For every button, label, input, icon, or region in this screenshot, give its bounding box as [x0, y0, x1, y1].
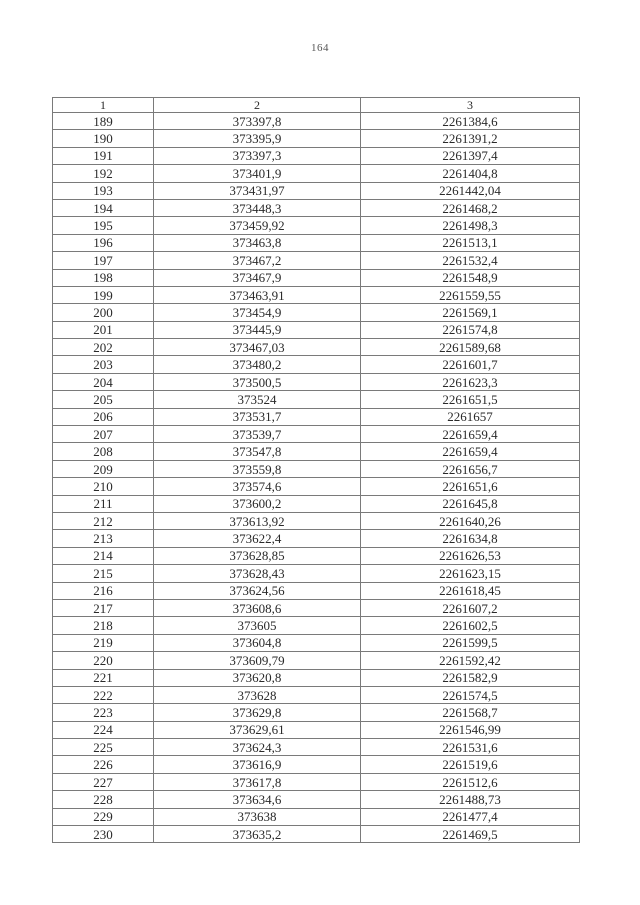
- table-row: [53, 652, 580, 669]
- table-row: [53, 686, 580, 703]
- table-row: [53, 669, 580, 686]
- y-coordinate-cell: 2261640,26: [361, 512, 580, 529]
- x-coordinate-cell: 373397,3: [154, 147, 361, 164]
- point-number-cell: 206: [53, 408, 154, 425]
- point-number-cell: 199: [53, 286, 154, 303]
- table-row: [53, 791, 580, 808]
- table-row: [53, 269, 580, 286]
- x-coordinate-cell: 373531,7: [154, 408, 361, 425]
- table-row: [53, 391, 580, 408]
- y-coordinate-cell: 2261607,2: [361, 599, 580, 616]
- table-row: [53, 339, 580, 356]
- x-coordinate-cell: 373624,3: [154, 739, 361, 756]
- point-number-cell: 220: [53, 652, 154, 669]
- y-coordinate-cell: 2261623,3: [361, 373, 580, 390]
- table-row: [53, 286, 580, 303]
- column-header-2: 2: [154, 98, 361, 113]
- x-coordinate-cell: 373605: [154, 617, 361, 634]
- y-coordinate-cell: 2261599,5: [361, 634, 580, 651]
- y-coordinate-cell: 2261634,8: [361, 530, 580, 547]
- y-coordinate-cell: 2261513,1: [361, 234, 580, 251]
- y-coordinate-cell: 2261574,5: [361, 686, 580, 703]
- x-coordinate-cell: 373454,9: [154, 304, 361, 321]
- y-coordinate-cell: 2261546,99: [361, 721, 580, 738]
- point-number-cell: 218: [53, 617, 154, 634]
- point-number-cell: 230: [53, 826, 154, 843]
- y-coordinate-cell: 2261532,4: [361, 252, 580, 269]
- y-coordinate-cell: 2261442,04: [361, 182, 580, 199]
- table-row: [53, 426, 580, 443]
- x-coordinate-cell: 373604,8: [154, 634, 361, 651]
- table-row: [53, 565, 580, 582]
- point-number-cell: 197: [53, 252, 154, 269]
- x-coordinate-cell: 373539,7: [154, 426, 361, 443]
- column-header-1: 1: [53, 98, 154, 113]
- point-number-cell: 215: [53, 565, 154, 582]
- point-number-cell: 200: [53, 304, 154, 321]
- point-number-cell: 211: [53, 495, 154, 512]
- x-coordinate-cell: 373622,4: [154, 530, 361, 547]
- table-row: [53, 495, 580, 512]
- y-coordinate-cell: 2261512,6: [361, 773, 580, 790]
- table-row: [53, 739, 580, 756]
- x-coordinate-cell: 373624,56: [154, 582, 361, 599]
- x-coordinate-cell: 373629,8: [154, 704, 361, 721]
- y-coordinate-cell: 2261626,53: [361, 547, 580, 564]
- point-number-cell: 208: [53, 443, 154, 460]
- table-row: [53, 773, 580, 790]
- x-coordinate-cell: 373634,6: [154, 791, 361, 808]
- x-coordinate-cell: 373448,3: [154, 199, 361, 216]
- table-row: [53, 165, 580, 182]
- table-row: [53, 130, 580, 147]
- table-body: [53, 113, 580, 843]
- point-number-cell: 191: [53, 147, 154, 164]
- y-coordinate-cell: 2261659,4: [361, 426, 580, 443]
- point-number-cell: 204: [53, 373, 154, 390]
- x-coordinate-cell: 373445,9: [154, 321, 361, 338]
- x-coordinate-cell: 373574,6: [154, 478, 361, 495]
- y-coordinate-cell: 2261488,73: [361, 791, 580, 808]
- point-number-cell: 223: [53, 704, 154, 721]
- point-number-cell: 214: [53, 547, 154, 564]
- point-number-cell: 221: [53, 669, 154, 686]
- y-coordinate-cell: 2261582,9: [361, 669, 580, 686]
- table-row: [53, 443, 580, 460]
- x-coordinate-cell: 373547,8: [154, 443, 361, 460]
- point-number-cell: 202: [53, 339, 154, 356]
- x-coordinate-cell: 373629,61: [154, 721, 361, 738]
- table-row: [53, 599, 580, 616]
- x-coordinate-cell: 373467,9: [154, 269, 361, 286]
- table-row: [53, 512, 580, 529]
- x-coordinate-cell: 373616,9: [154, 756, 361, 773]
- point-number-cell: 228: [53, 791, 154, 808]
- point-number-cell: 225: [53, 739, 154, 756]
- point-number-cell: 198: [53, 269, 154, 286]
- table-row: [53, 478, 580, 495]
- x-coordinate-cell: 373467,2: [154, 252, 361, 269]
- table-row: [53, 826, 580, 843]
- table-row: [53, 634, 580, 651]
- y-coordinate-cell: 2261498,3: [361, 217, 580, 234]
- point-number-cell: 189: [53, 113, 154, 130]
- x-coordinate-cell: 373608,6: [154, 599, 361, 616]
- point-number-cell: 217: [53, 599, 154, 616]
- table-row: [53, 356, 580, 373]
- y-coordinate-cell: 2261568,7: [361, 704, 580, 721]
- point-number-cell: 203: [53, 356, 154, 373]
- point-number-cell: 201: [53, 321, 154, 338]
- y-coordinate-cell: 2261602,5: [361, 617, 580, 634]
- table-row: [53, 321, 580, 338]
- table-row: [53, 408, 580, 425]
- coordinates-table: [52, 97, 580, 843]
- x-coordinate-cell: 373628: [154, 686, 361, 703]
- point-number-cell: 210: [53, 478, 154, 495]
- table-row: [53, 460, 580, 477]
- x-coordinate-cell: 373467,03: [154, 339, 361, 356]
- y-coordinate-cell: 2261548,9: [361, 269, 580, 286]
- point-number-cell: 205: [53, 391, 154, 408]
- point-number-cell: 213: [53, 530, 154, 547]
- point-number-cell: 227: [53, 773, 154, 790]
- x-coordinate-cell: 373617,8: [154, 773, 361, 790]
- table-header: [53, 98, 580, 113]
- point-number-cell: 222: [53, 686, 154, 703]
- point-number-cell: 209: [53, 460, 154, 477]
- table-row: [53, 547, 580, 564]
- x-coordinate-cell: 373609,79: [154, 652, 361, 669]
- y-coordinate-cell: 2261404,8: [361, 165, 580, 182]
- point-number-cell: 212: [53, 512, 154, 529]
- y-coordinate-cell: 2261569,1: [361, 304, 580, 321]
- point-number-cell: 193: [53, 182, 154, 199]
- y-coordinate-cell: 2261618,45: [361, 582, 580, 599]
- x-coordinate-cell: 373463,8: [154, 234, 361, 251]
- y-coordinate-cell: 2261601,7: [361, 356, 580, 373]
- table-row: [53, 808, 580, 825]
- table-row: [53, 617, 580, 634]
- table-row: [53, 147, 580, 164]
- point-number-cell: 190: [53, 130, 154, 147]
- table-row: [53, 582, 580, 599]
- table-row: [53, 234, 580, 251]
- y-coordinate-cell: 2261519,6: [361, 756, 580, 773]
- x-coordinate-cell: 373459,92: [154, 217, 361, 234]
- x-coordinate-cell: 373480,2: [154, 356, 361, 373]
- x-coordinate-cell: 373559,8: [154, 460, 361, 477]
- y-coordinate-cell: 2261384,6: [361, 113, 580, 130]
- table-row: [53, 704, 580, 721]
- y-coordinate-cell: 2261645,8: [361, 495, 580, 512]
- y-coordinate-cell: 2261574,8: [361, 321, 580, 338]
- table-row: [53, 217, 580, 234]
- point-number-cell: 194: [53, 199, 154, 216]
- y-coordinate-cell: 2261656,7: [361, 460, 580, 477]
- y-coordinate-cell: 2261651,5: [361, 391, 580, 408]
- column-header-3: 3: [361, 98, 580, 113]
- y-coordinate-cell: 2261391,2: [361, 130, 580, 147]
- point-number-cell: 196: [53, 234, 154, 251]
- x-coordinate-cell: 373524: [154, 391, 361, 408]
- point-number-cell: 195: [53, 217, 154, 234]
- y-coordinate-cell: 2261397,4: [361, 147, 580, 164]
- point-number-cell: 192: [53, 165, 154, 182]
- x-coordinate-cell: 373401,9: [154, 165, 361, 182]
- x-coordinate-cell: 373638: [154, 808, 361, 825]
- x-coordinate-cell: 373500,5: [154, 373, 361, 390]
- y-coordinate-cell: 2261589,68: [361, 339, 580, 356]
- y-coordinate-cell: 2261469,5: [361, 826, 580, 843]
- x-coordinate-cell: 373628,85: [154, 547, 361, 564]
- y-coordinate-cell: 2261531,6: [361, 739, 580, 756]
- y-coordinate-cell: 2261592,42: [361, 652, 580, 669]
- table-row: [53, 113, 580, 130]
- x-coordinate-cell: 373635,2: [154, 826, 361, 843]
- x-coordinate-cell: 373397,8: [154, 113, 361, 130]
- table-row: [53, 530, 580, 547]
- x-coordinate-cell: 373395,9: [154, 130, 361, 147]
- x-coordinate-cell: 373463,91: [154, 286, 361, 303]
- table-row: [53, 373, 580, 390]
- point-number-cell: 219: [53, 634, 154, 651]
- y-coordinate-cell: 2261623,15: [361, 565, 580, 582]
- header-row: [53, 98, 580, 113]
- table-row: [53, 182, 580, 199]
- point-number-cell: 229: [53, 808, 154, 825]
- x-coordinate-cell: 373613,92: [154, 512, 361, 529]
- table-row: [53, 304, 580, 321]
- table-row: [53, 199, 580, 216]
- table-row: [53, 756, 580, 773]
- table-row: [53, 721, 580, 738]
- x-coordinate-cell: 373431,97: [154, 182, 361, 199]
- point-number-cell: 207: [53, 426, 154, 443]
- page-number: 164: [311, 42, 329, 54]
- y-coordinate-cell: 2261657: [361, 408, 580, 425]
- table-row: [53, 252, 580, 269]
- y-coordinate-cell: 2261468,2: [361, 199, 580, 216]
- y-coordinate-cell: 2261559,55: [361, 286, 580, 303]
- x-coordinate-cell: 373600,2: [154, 495, 361, 512]
- y-coordinate-cell: 2261659,4: [361, 443, 580, 460]
- y-coordinate-cell: 2261477,4: [361, 808, 580, 825]
- point-number-cell: 224: [53, 721, 154, 738]
- x-coordinate-cell: 373628,43: [154, 565, 361, 582]
- point-number-cell: 216: [53, 582, 154, 599]
- x-coordinate-cell: 373620,8: [154, 669, 361, 686]
- point-number-cell: 226: [53, 756, 154, 773]
- y-coordinate-cell: 2261651,6: [361, 478, 580, 495]
